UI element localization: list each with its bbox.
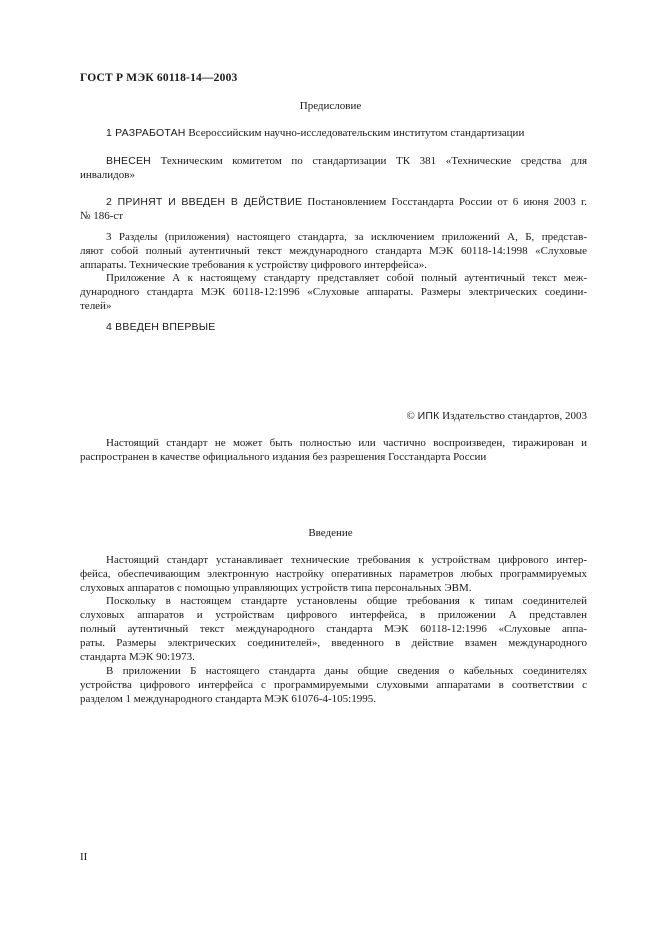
foreword-item-2: 2 ПРИНЯТ И ВВЕДЕН В ДЕЙСТВИЕ Постановлением Госстандарта России от 6 июня 2003 г. № 186-ст — [80, 196, 587, 222]
document-header: ГОСТ Р МЭК 60118-14—2003 — [80, 72, 238, 84]
item-1-lead: 1 РАЗРАБОТАН — [106, 127, 186, 139]
introduction-paragraph-2: Поскольку в настоящем стандарте установлены общие требования к типам соединителей слуховых аппаратов и устройствам цифрового интерфейса, в приложении А представлен полный аутентичный текст международного стандарта МЭК 60118-12:1996 «Слуховые аппа- раты. Размеры электрических соединителей», введенного в действие взамен международного стандарта МЭК 90:1973. — [80, 595, 587, 663]
introduced-lead: ВНЕСЕН — [106, 155, 151, 167]
foreword-introduced: ВНЕСЕН Техническим комитетом по стандартизации ТК 381 «Технические средства для инвалидов» — [80, 155, 587, 181]
introduction-paragraph-3: В приложении Б настоящего стандарта даны общие сведения о кабельных соединителях устройства цифрового интерфейса с программируемыми слуховыми аппаратами в соответствии с разделом 1 международного стандарта МЭК 61076-4-105:1995. — [80, 665, 587, 705]
introduction-title: Введение — [308, 527, 353, 539]
foreword-item-3: 3 Разделы (приложения) настоящего стандарта, за исключением приложений А, Б, представ- ляют собой полный аутентичный текст международного стандарта МЭК 60118-14:1998 «Слуховые аппараты. Технические требования к устройству цифрового интерфейса». — [80, 231, 587, 271]
publisher-text: Издательство стандартов, 2003 — [439, 410, 587, 422]
foreword-item-1 — [80, 126, 587, 140]
foreword-title: Предисловие — [299, 100, 362, 112]
item-1-text: Всероссийским научно-исследовательским институтом стандартизации — [185, 127, 525, 139]
reproduction-notice: Настоящий стандарт не может быть полностью или частично воспроизведен, тиражирован и распространен в качестве официального издания без разрешения Госстандарта России — [80, 437, 587, 463]
page-number: II — [80, 851, 88, 863]
introduction-paragraph-1: Настоящий стандарт устанавливает технические требования к устройствам цифрового интер- фейса, обеспечивающим электронную настройку оперативных параметров любых программируемых слуховых аппаратов с помощью управляющих устройств типа персональных ЭВМ. — [80, 554, 587, 594]
foreword-item-4: 4 ВВЕДЕН ВПЕРВЫЕ — [106, 321, 216, 333]
foreword-annex-a-note: Приложение А к настоящему стандарту представляет собой полный аутентичный текст меж- дународного стандарта МЭК 60118-12:1996 «Слуховые аппараты. Размеры электрических соедини- телей» — [80, 272, 587, 312]
copyright-line — [407, 409, 588, 423]
copyright-symbol: © — [406, 410, 415, 422]
publisher-abbr: ИПК — [417, 410, 440, 422]
item-2-lead: 2 ПРИНЯТ И ВВЕДЕН В ДЕЙСТВИЕ — [106, 196, 303, 208]
